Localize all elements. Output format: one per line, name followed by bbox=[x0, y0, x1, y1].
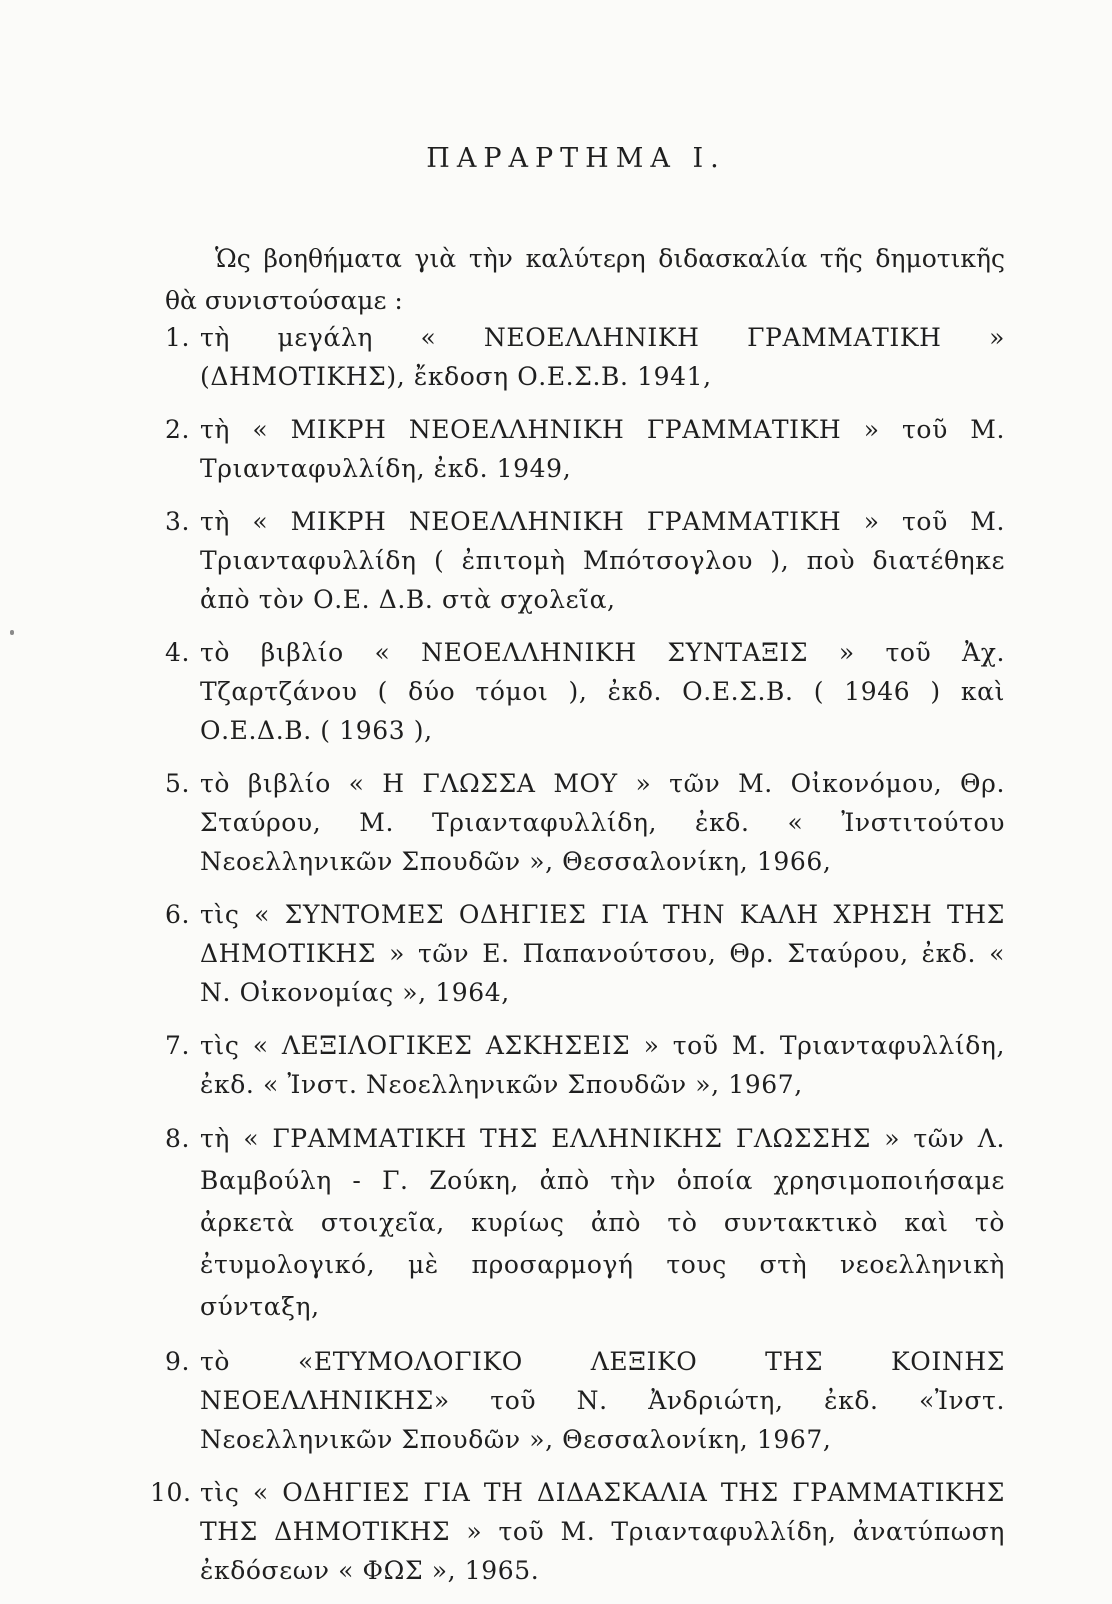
item-number: 10. bbox=[150, 1478, 192, 1507]
list-item bbox=[150, 502, 1005, 619]
list-item bbox=[150, 764, 1005, 881]
item-text: τὶς « ΣΥΝΤΟΜΕΣ ΟΔΗΓΙΕΣ ΓΙΑ ΤΗΝ ΚΑΛΗ ΧΡΗΣΗ ΤΗΣ ΔΗΜΟΤΙΚΗΣ » τῶν Ε. Παπανούτσου, Θρ. Σταύρου, ἐκδ. « Ν. Οἰκονομίας », 1964, bbox=[200, 900, 1005, 1007]
item-number: 7. bbox=[164, 1031, 190, 1060]
item-text: τὸ βιβλίο « Η ΓΛΩΣΣΑ ΜΟΥ » τῶν Μ. Οἰκονόμου, Θρ. Σταύρου, Μ. Τριανταφυλλίδη, ἐκδ. « Ἰνστιτούτου Νεοελληνικῶν Σπουδῶν », Θεσσαλονίκη, 1966, bbox=[200, 769, 1005, 876]
list-item bbox=[150, 410, 1005, 488]
item-number: 6. bbox=[164, 900, 190, 929]
item-number: 9. bbox=[164, 1347, 190, 1376]
item-text: τὸ «ΕΤΥΜΟΛΟΓΙΚΟ ΛΕΞΙΚΟ ΤΗΣ ΚΟΙΝΗΣ ΝΕΟΕΛΛΗΝΙΚΗΣ» τοῦ Ν. Ἀνδριώτη, ἐκδ. «Ἰνστ. Νεοελληνικῶν Σπουδῶν », Θεσσαλονίκη, 1967, bbox=[200, 1347, 1005, 1454]
reference-list bbox=[150, 318, 1005, 1604]
item-text: τὴ « ΜΙΚΡΗ ΝΕΟΕΛΛΗΝΙΚΗ ΓΡΑΜΜΑΤΙΚΗ » τοῦ Μ. Τριανταφυλλίδη ( ἐπιτομὴ Μπότσογλου ), ποὺ διατέθηκε ἀπὸ τὸν Ο.Ε. Δ.Β. στὰ σχολεῖα, bbox=[200, 507, 1005, 614]
list-item bbox=[150, 1342, 1005, 1459]
item-text: τὶς « ΟΔΗΓΙΕΣ ΓΙΑ ΤΗ ΔΙΔΑΣΚΑΛΙΑ ΤΗΣ ΓΡΑΜΜΑΤΙΚΗΣ ΤΗΣ ΔΗΜΟΤΙΚΗΣ » τοῦ Μ. Τριανταφυλλίδη, ἀνατύπωση ἐκδόσεων « ΦΩΣ », 1965. bbox=[200, 1478, 1005, 1585]
list-item bbox=[150, 633, 1005, 750]
item-number: 2. bbox=[164, 415, 190, 444]
page-title: ΠΑΡΑΡΤΗΜΑ Ι. bbox=[426, 143, 726, 174]
list-item bbox=[150, 1026, 1005, 1104]
item-number: 3. bbox=[164, 507, 190, 536]
list-item bbox=[150, 1473, 1005, 1590]
item-text: τὴ μεγάλη « ΝΕΟΕΛΛΗΝΙΚΗ ΓΡΑΜΜΑΤΙΚΗ » (ΔΗΜΟΤΙΚΗΣ), ἔκδοση Ο.Ε.Σ.Β. 1941, bbox=[200, 323, 1005, 391]
item-text: τὸ βιβλίο « ΝΕΟΕΛΛΗΝΙΚΗ ΣΥΝΤΑΞΙΣ » τοῦ Ἀχ. Τζαρτζάνου ( δύο τόμοι ), ἐκδ. Ο.Ε.Σ.Β. ( 1946 ) καὶ Ο.Ε.Δ.Β. ( 1963 ), bbox=[200, 638, 1005, 745]
item-number: 4. bbox=[164, 638, 190, 667]
item-number: 8. bbox=[164, 1124, 190, 1153]
list-item bbox=[150, 318, 1005, 396]
item-text: τὴ « ΓΡΑΜΜΑΤΙΚΗ ΤΗΣ ΕΛΛΗΝΙΚΗΣ ΓΛΩΣΣΗΣ » τῶν Λ. Βαμβούλη - Γ. Ζούκη, ἀπὸ τὴν ὁποία χρησιμοποιήσαμε ἀρκετὰ στοιχεῖα, κυρίως ἀπὸ τὸ συντακτικὸ καὶ τὸ ἐτυμολογικό, μὲ προσαρμογή τους στὴ νεοελληνικὴ σύνταξη, bbox=[200, 1124, 1005, 1321]
item-number: 1. bbox=[164, 323, 190, 352]
intro-paragraph: Ὡς βοηθήματα γιὰ τὴν καλύτερη διδασκαλία τῆς δημοτικῆς θὰ συνιστούσαμε : bbox=[165, 244, 1005, 315]
item-text: τὴ « ΜΙΚΡΗ ΝΕΟΕΛΛΗΝΙΚΗ ΓΡΑΜΜΑΤΙΚΗ » τοῦ Μ. Τριανταφυλλίδη, ἐκδ. 1949, bbox=[200, 415, 1005, 483]
item-number: 5. bbox=[164, 769, 190, 798]
scan-speck bbox=[10, 630, 14, 635]
item-text: τὶς « ΛΕΞΙΛΟΓΙΚΕΣ ΑΣΚΗΣΕΙΣ » τοῦ Μ. Τριανταφυλλίδη, ἐκδ. « Ἰνστ. Νεοελληνικῶν Σπουδῶν », 1967, bbox=[200, 1031, 1005, 1099]
list-item bbox=[150, 1118, 1005, 1328]
list-item bbox=[150, 895, 1005, 1012]
